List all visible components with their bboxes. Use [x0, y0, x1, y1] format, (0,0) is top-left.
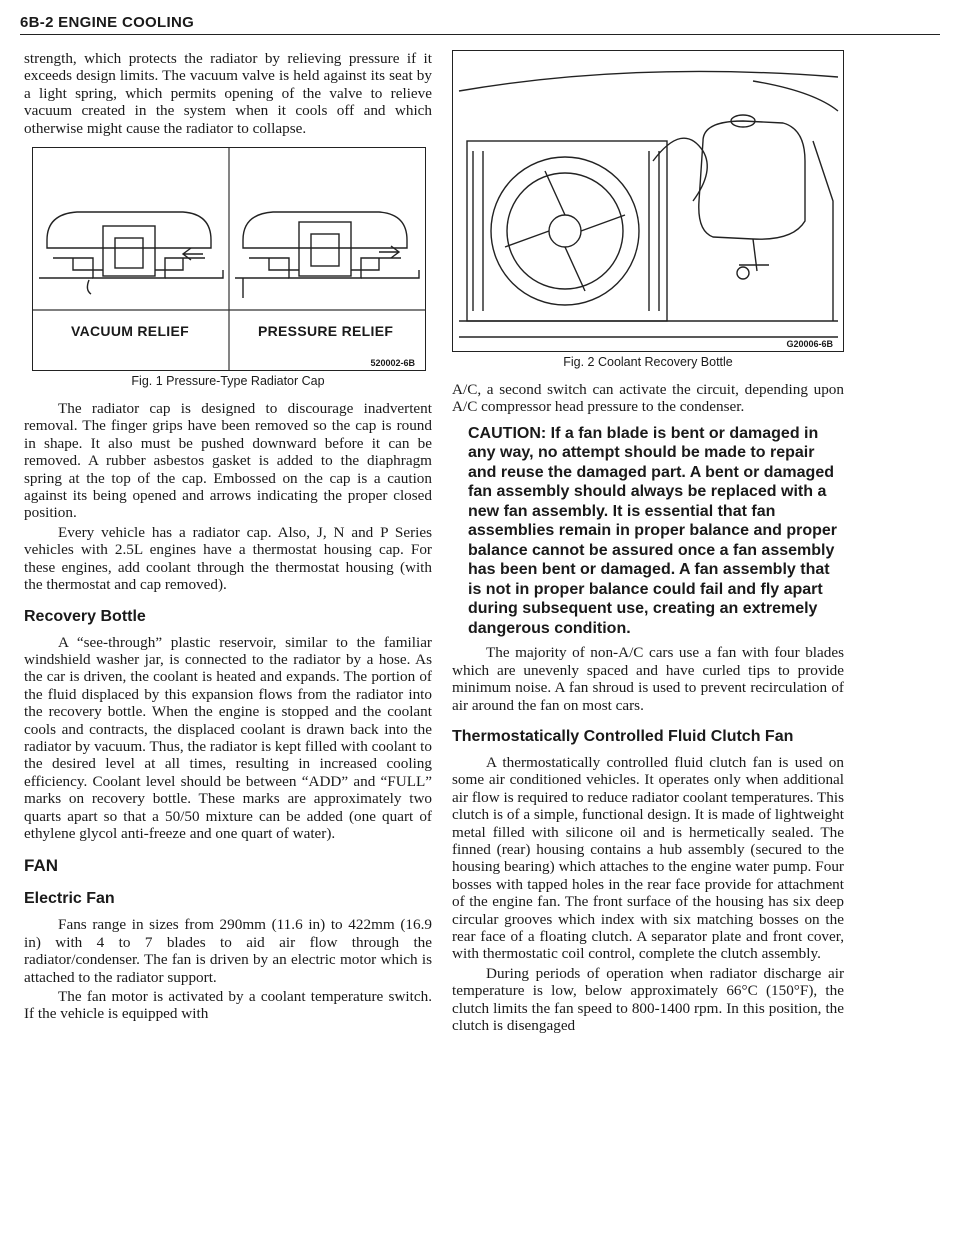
vehicle-paragraph: Every vehicle has a radiator cap. Also, J, N and P Series vehicles with 2.5L engines have a thermostat housing cap. For these engines, add coolant through the thermostat housing (with the thermostat and cap removed).	[24, 523, 432, 594]
recovery-bottle-heading: Recovery Bottle	[24, 607, 146, 625]
figure-id: G20006-6B	[786, 339, 833, 349]
fan-motor-paragraph: The fan motor is activated by a coolant temperature switch. If the vehicle is equipped with	[24, 988, 432, 1023]
figure-id: 520002-6B	[370, 358, 415, 369]
coolant-recovery-illustration	[453, 51, 843, 351]
page-header: 6B-2 ENGINE COOLING	[20, 14, 940, 35]
fan-size-paragraph: Fans range in sizes from 290mm (11.6 in) to 422mm (16.9 in) with 4 to 7 blades to aid air flow through the radiator/condenser. The fan is driven by an electric motor which is attached to the radiator support.	[24, 916, 432, 986]
radiator-cap-paragraph: The radiator cap is designed to discourage inadvertent removal. The finger grips have been removed so the cap is round in shape. It also must be pushed downward before it can be removed. A rubber asbestos gasket is added to the diaphragm spring at the top of the cap. Embossed on the cap is a caution against its being opened and arrows indicating the proper closed position.	[24, 400, 432, 522]
left-column	[24, 50, 432, 1025]
ac-paragraph: A/C, a second switch can activate the circuit, depending upon A/C compressor head pressure to the condenser.	[452, 381, 844, 416]
clutch-operation-paragraph: During periods of operation when radiator discharge air temperature is low, below approximately 66°C (150°F), the clutch limits the fan speed to 800-1400 rpm. In this position, the clutch is disengaged	[452, 964, 844, 1035]
fluid-clutch-paragraph: A thermostatically controlled fluid clutch fan is used on some air conditioned vehicles. It operates only when additional air flow is required to reduce radiator coolant temperatures. This clutch is of a simple, functional design. It is made of lightweight metal filled with silicone oil and is hermetically sealed. The finned (rear) housing contains a hub assembly (secured to the housing bearing) which attaches to the engine water pump. Four bosses with tapped holes in the rear face provide for attachment of the engine fan. The front surface of the housing has six deep circular grooves which index with six matching bosses on the rear face of a floating clutch. A separator plate and front cover, with thermostatic coil control, complete the clutch assembly.	[452, 753, 844, 963]
coolant-recovery-figure	[452, 50, 844, 352]
figure-caption: Fig. 2 Coolant Recovery Bottle	[563, 355, 733, 369]
electric-fan-heading: Electric Fan	[24, 890, 115, 908]
non-ac-fan-paragraph: The majority of non-A/C cars use a fan with four blades which are unevenly spaced and have curled tips to provide minimum noise. A fan shroud is used to prevent recirculation of air around the fan on most cars.	[452, 644, 844, 714]
radiator-cap-figure	[32, 147, 426, 371]
fan-heading: FAN	[24, 856, 58, 876]
vacuum-relief-label: VACUUM RELIEF	[71, 323, 189, 340]
right-column	[452, 50, 844, 1036]
fluid-clutch-fan-heading: Thermostatically Controlled Fluid Clutch Fan	[452, 727, 794, 745]
figure-caption: Fig. 1 Pressure-Type Radiator Cap	[131, 374, 325, 389]
pressure-relief-label: PRESSURE RELIEF	[258, 323, 394, 340]
recovery-bottle-paragraph: A “see-through” plastic reservoir, similar to the familiar windshield washer jar, is connected to the radiator by a hose. As the car is driven, the coolant is heated and expands. The portion of the fluid displaced by this expansion flows from the radiator into the recovery bottle. When the engine is stopped and the coolant cools and contracts, the displaced coolant is drawn back into the radiator by vacuum. Thus, the radiator is kept filled with coolant to the desired level at all times, resulting in increased cooling efficiency. Coolant level should be between “ADD” and “FULL” marks on recovery bottle. These marks are approximately two quarts apart so that a 50/50 mixture can be added (one quart of ethylene glycol anti-freeze and one quart of water).	[24, 633, 432, 842]
caution-notice: CAUTION: If a fan blade is bent or damaged in any way, no attempt should be made to repair and reuse the damaged part. A bent or damaged fan assembly should always be replaced with a new fan assembly. It is essential that fan assemblies remain in proper balance and proper balance cannot be assured once a fan assembly has been bent or damaged. A fan assembly that is not in proper balance could fail and fly apart during subsequent use, creating an extremely dangerous condition.	[468, 424, 838, 637]
intro-paragraph: strength, which protects the radiator by relieving pressure if it exceeds design limits. The vacuum valve is held against its seat by a light spring, which permits opening of the valve to relieve vacuum created in the system when it cools off and which otherwise might cause the radiator to collapse.	[24, 50, 432, 137]
